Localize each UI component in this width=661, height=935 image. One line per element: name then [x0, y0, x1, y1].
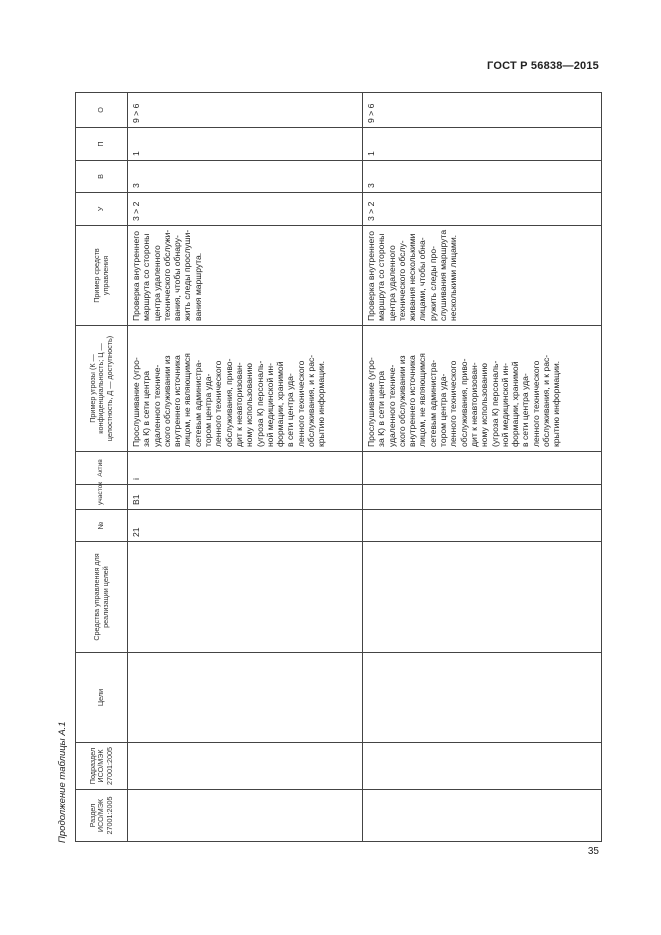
col-header-v: В [76, 161, 128, 193]
table-row [128, 93, 363, 842]
table-caption: Продолжение таблицы А.1 [57, 721, 68, 843]
cell-o: 9 > 6 [363, 93, 602, 128]
col-header-celi: Цели [76, 653, 128, 743]
cell-celi [363, 653, 602, 743]
cell-threat: Прослушивание (угро- за К) в сети центра удаленного техниче- ского обслуживании из внутреннего источника лицом, не являющимся сетевым администра- тором центра уда- ленного технического обслуживания, приво- дит к неавторизован- ному использованию (угроза К) персональ- ной медицинской ин- формации, хранимой в сети центра уда- ленного технического обслуживания, и к рас- крытию информации. [128, 326, 363, 452]
cell-aktiv [363, 452, 602, 485]
col-header-p: П [76, 128, 128, 161]
col-header-o: О [76, 93, 128, 128]
cell-razdel [128, 790, 363, 842]
cell-u: 3 > 2 [363, 193, 602, 226]
cell-sredstva [128, 542, 363, 653]
col-header-u: У [76, 193, 128, 226]
cell-p: 1 [128, 128, 363, 161]
cell-uchastok [363, 485, 602, 510]
cell-o: 9 > 6 [128, 93, 363, 128]
col-header-uchastok: участок [76, 485, 128, 510]
col-header-sredstva: Средства управления для реализации целей [76, 542, 128, 653]
cell-p: 1 [363, 128, 602, 161]
cell-u: 3 > 2 [128, 193, 363, 226]
cell-podrazdel [128, 743, 363, 790]
col-header-aktiv: Актив [76, 452, 128, 485]
cell-v: 3 [128, 161, 363, 193]
cell-threat: Прослушивание (угро- за К) в сети центра удаленного техниче- ского обслуживании из внутреннего источника лицом, не являющимся сетевым администра- тором центра уда- ленного технического обслуживания, приво- дит к неавторизован- ному использованию (угроза К) персональ- ной медицинской ин- формации, хранимой в сети центра уда- ленного технического обслуживания, и к рас- крытию информации. [363, 326, 602, 452]
cell-podrazdel [363, 743, 602, 790]
page-number: 35 [587, 846, 599, 857]
cell-number [363, 510, 602, 542]
rotated-table-frame [75, 93, 601, 842]
cell-uchastok: В1 [128, 485, 363, 510]
col-header-number: № [76, 510, 128, 542]
standard-header: ГОСТ Р 56838—2015 [487, 60, 599, 72]
cell-sredstva [363, 542, 602, 653]
cell-celi [128, 653, 363, 743]
col-header-threat: Пример угрозы (К — конфиденциальность; Ц — целостность, Д — доступность) [76, 326, 128, 452]
cell-v: 3 [363, 161, 602, 193]
col-header-podrazdel: Подраздел ИСО/МЭК 27001:2005 [76, 743, 128, 790]
cell-aktiv: i [128, 452, 363, 485]
cell-control: Проверка внутреннего маршрута со стороны центра удаленного технического обслужи- вания, чтобы обнару- жить следы прослуши- вания маршрута. [128, 226, 363, 326]
controls-table [75, 92, 602, 842]
cell-razdel [363, 790, 602, 842]
table-header-row [76, 93, 128, 842]
col-header-control: Пример средств управления [76, 226, 128, 326]
cell-control: Проверка внутреннего маршрута со стороны центра удаленного технического обслу- живания несколькими лицами, чтобы обна- ружить следы про- слушивания маршрута несколькими лицами. [363, 226, 602, 326]
cell-number: 21 [128, 510, 363, 542]
table-row [363, 93, 602, 842]
col-header-razdel: Раздел ИСО/МЭК 27001:2005 [76, 790, 128, 842]
table-container [75, 93, 601, 842]
